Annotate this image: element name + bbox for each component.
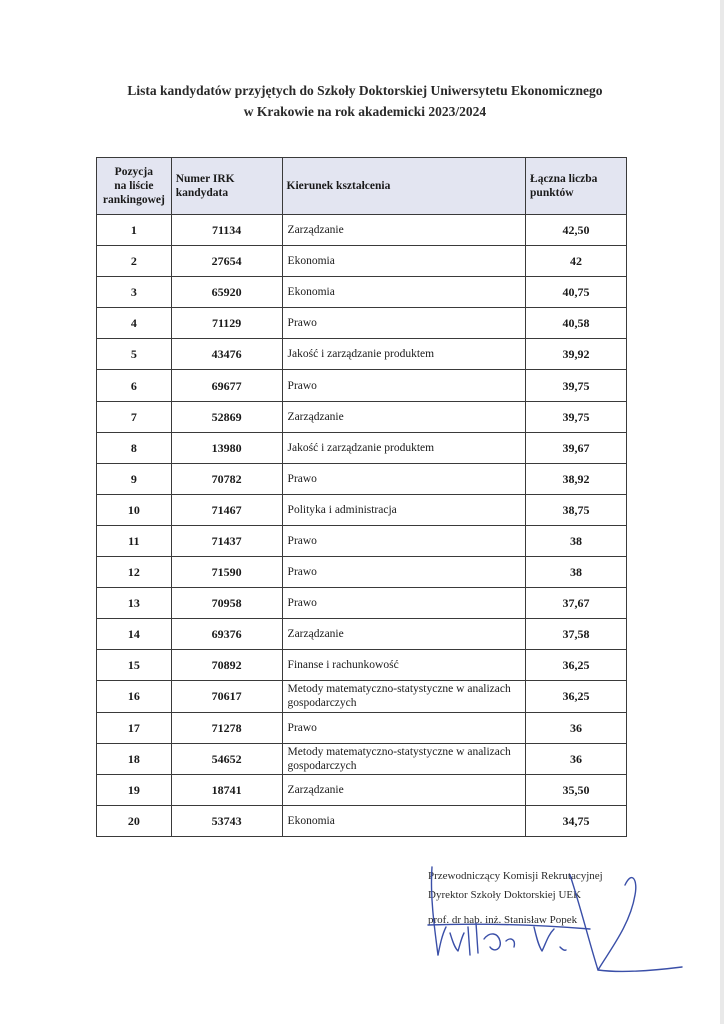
- table-body: [97, 215, 627, 837]
- cell-position: 15: [97, 650, 172, 681]
- cell-field: Prawo: [282, 557, 525, 588]
- cell-irk-number: 43476: [171, 339, 282, 370]
- table-row: [97, 805, 627, 836]
- table-row: [97, 277, 627, 308]
- cell-irk-number: 52869: [171, 401, 282, 432]
- table-row: [97, 401, 627, 432]
- cell-position: 14: [97, 619, 172, 650]
- signature-title-chair: Przewodniczący Komisji Rekrutacyjnej: [428, 870, 603, 882]
- header-points-line-1: Łączna liczba: [530, 173, 598, 185]
- cell-irk-number: 69376: [171, 619, 282, 650]
- header-row: [97, 158, 627, 215]
- cell-irk-number: 70958: [171, 588, 282, 619]
- cell-position: 4: [97, 308, 172, 339]
- cell-points: 36,25: [526, 650, 627, 681]
- cell-points: 38,92: [526, 463, 627, 494]
- cell-field: Prawo: [282, 463, 525, 494]
- header-irk-line-1: Numer IRK: [175, 173, 235, 185]
- cell-irk-number: 18741: [171, 774, 282, 805]
- table-row: [97, 308, 627, 339]
- table-row: [97, 432, 627, 463]
- table-row: [97, 370, 627, 401]
- cell-position: 11: [97, 525, 172, 556]
- cell-points: 36,25: [526, 681, 627, 712]
- header-field: Kierunek kształcenia: [282, 158, 525, 215]
- cell-points: 34,75: [526, 805, 627, 836]
- cell-points: 37,58: [526, 619, 627, 650]
- cell-points: 40,75: [526, 277, 627, 308]
- page-edge: [720, 0, 724, 1024]
- header-position-line-2: na liście: [114, 180, 154, 192]
- cell-irk-number: 70892: [171, 650, 282, 681]
- cell-irk-number: 70782: [171, 463, 282, 494]
- table-row: [97, 681, 627, 712]
- cell-field: Polityka i administracja: [282, 494, 525, 525]
- title-line-2: w Krakowie na rok akademicki 2023/2024: [243, 104, 487, 119]
- cell-field: Prawo: [282, 308, 525, 339]
- cell-position: 18: [97, 743, 172, 774]
- signature-name: prof. dr hab. inż. Stanisław Popek: [428, 914, 578, 926]
- header-points: [526, 158, 627, 215]
- cell-field: Metody matematyczno-statystyczne w analizach gospodarczych: [282, 743, 525, 774]
- cell-field: Finanse i rachunkowość: [282, 650, 525, 681]
- cell-position: 19: [97, 774, 172, 805]
- cell-irk-number: 53743: [171, 805, 282, 836]
- cell-position: 5: [97, 339, 172, 370]
- cell-field: Metody matematyczno-statystyczne w analizach gospodarczych: [282, 681, 525, 712]
- cell-irk-number: 65920: [171, 277, 282, 308]
- header-irk-line-2: kandydata: [175, 187, 229, 199]
- cell-irk-number: 13980: [171, 432, 282, 463]
- cell-position: 2: [97, 246, 172, 277]
- signature-title-director: Dyrektor Szkoły Doktorskiej UEK: [428, 889, 582, 901]
- cell-field: Zarządzanie: [282, 774, 525, 805]
- cell-points: 38: [526, 557, 627, 588]
- cell-field: Zarządzanie: [282, 619, 525, 650]
- cell-field: Prawo: [282, 588, 525, 619]
- table-row: [97, 463, 627, 494]
- handwritten-signature: [420, 855, 690, 980]
- header-position-line-3: rankingowej: [102, 194, 165, 206]
- cell-irk-number: 27654: [171, 246, 282, 277]
- cell-points: 39,75: [526, 401, 627, 432]
- cell-position: 17: [97, 712, 172, 743]
- cell-field: Jakość i zarządzanie produktem: [282, 339, 525, 370]
- cell-irk-number: 71134: [171, 215, 282, 246]
- cell-points: 42: [526, 246, 627, 277]
- header-position-line-1: Pozycja: [114, 166, 153, 178]
- cell-irk-number: 69677: [171, 370, 282, 401]
- cell-field: Zarządzanie: [282, 401, 525, 432]
- title-line-1: Lista kandydatów przyjętych do Szkoły Doktorskiej Uniwersytetu Ekonomicznego: [127, 83, 603, 98]
- cell-points: 38,75: [526, 494, 627, 525]
- header-position: [97, 158, 172, 215]
- header-points-line-2: punktów: [530, 187, 574, 199]
- cell-irk-number: 71129: [171, 308, 282, 339]
- cell-position: 9: [97, 463, 172, 494]
- cell-points: 39,92: [526, 339, 627, 370]
- cell-irk-number: 71467: [171, 494, 282, 525]
- table-row: [97, 774, 627, 805]
- cell-points: 42,50: [526, 215, 627, 246]
- table-row: [97, 494, 627, 525]
- table-header: [97, 158, 627, 215]
- cell-points: 35,50: [526, 774, 627, 805]
- header-irk: [171, 158, 282, 215]
- cell-position: 3: [97, 277, 172, 308]
- cell-points: 39,67: [526, 432, 627, 463]
- cell-position: 7: [97, 401, 172, 432]
- cell-points: 38: [526, 525, 627, 556]
- cell-points: 36: [526, 712, 627, 743]
- table-row: [97, 557, 627, 588]
- cell-position: 20: [97, 805, 172, 836]
- cell-field: Ekonomia: [282, 805, 525, 836]
- cell-position: 1: [97, 215, 172, 246]
- cell-points: 37,67: [526, 588, 627, 619]
- table-row: [97, 246, 627, 277]
- table-row: [97, 619, 627, 650]
- document-title: [60, 80, 670, 122]
- cell-position: 13: [97, 588, 172, 619]
- table-row: [97, 650, 627, 681]
- cell-position: 12: [97, 557, 172, 588]
- cell-position: 10: [97, 494, 172, 525]
- cell-field: Prawo: [282, 712, 525, 743]
- table-row: [97, 743, 627, 774]
- table-row: [97, 215, 627, 246]
- cell-position: 6: [97, 370, 172, 401]
- cell-field: Ekonomia: [282, 246, 525, 277]
- cell-field: Jakość i zarządzanie produktem: [282, 432, 525, 463]
- cell-field: Zarządzanie: [282, 215, 525, 246]
- cell-irk-number: 71278: [171, 712, 282, 743]
- cell-position: 8: [97, 432, 172, 463]
- table-row: [97, 525, 627, 556]
- cell-points: 39,75: [526, 370, 627, 401]
- cell-irk-number: 54652: [171, 743, 282, 774]
- table-row: [97, 588, 627, 619]
- table-row: [97, 712, 627, 743]
- cell-points: 40,58: [526, 308, 627, 339]
- cell-field: Prawo: [282, 525, 525, 556]
- cell-position: 16: [97, 681, 172, 712]
- table-row: [97, 339, 627, 370]
- cell-irk-number: 71590: [171, 557, 282, 588]
- cell-irk-number: 70617: [171, 681, 282, 712]
- cell-irk-number: 71437: [171, 525, 282, 556]
- cell-field: Ekonomia: [282, 277, 525, 308]
- cell-points: 36: [526, 743, 627, 774]
- ranking-table: [96, 157, 627, 837]
- cell-field: Prawo: [282, 370, 525, 401]
